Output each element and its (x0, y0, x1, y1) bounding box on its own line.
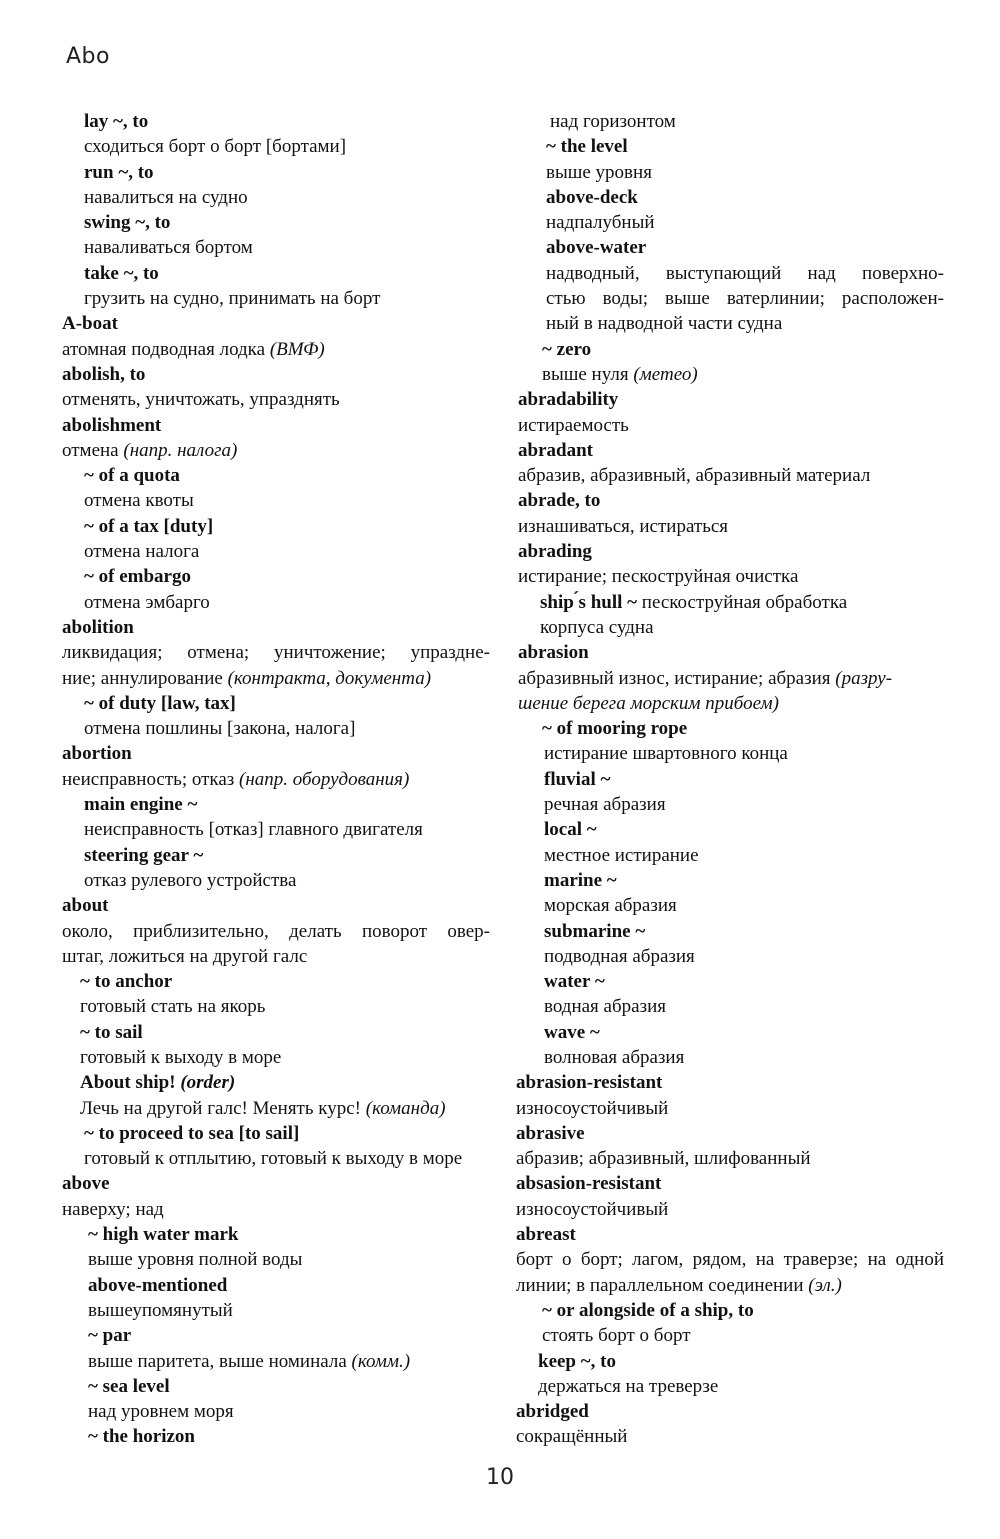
entry-line (62, 1349, 490, 1374)
translation: готовый к отплытию, готовый к выходу в море (84, 1148, 463, 1170)
entry-line (516, 691, 944, 716)
translation: пескоструйная обработка (641, 591, 848, 613)
term: ship ́s hull ~ (540, 591, 642, 613)
term: above-deck (546, 186, 638, 208)
entry-line (516, 615, 944, 640)
entry-headword (62, 792, 490, 817)
entry-headword (516, 817, 944, 842)
term: about (62, 895, 109, 917)
usage-label: (метео) (633, 363, 698, 385)
entry-line (62, 235, 490, 260)
translation: отказ рулевого устройства (84, 869, 297, 891)
term: ~ to anchor (80, 971, 173, 993)
entry-headword (516, 185, 944, 210)
term: lay ~, to (84, 111, 149, 132)
entry-line (516, 994, 944, 1019)
entry-line (516, 362, 944, 387)
entry-line (516, 1273, 944, 1298)
term: steering gear ~ (84, 844, 204, 866)
translation: штаг, ложиться на другой галс (62, 945, 308, 967)
entry-line (516, 1096, 944, 1121)
term: keep ~, to (538, 1350, 616, 1372)
entry-line (516, 413, 944, 438)
entry-headword (516, 1298, 944, 1323)
entry-headword (62, 1171, 490, 1196)
translation: над уровнем моря (88, 1401, 234, 1423)
entry-line (62, 134, 490, 159)
term: About ship! (80, 1072, 181, 1094)
translation: неисправность [отказ] главного двигателя (84, 819, 423, 841)
entry-line (62, 1298, 490, 1323)
entry-line (62, 640, 490, 665)
entry-headword (516, 1171, 944, 1196)
entry-headword (62, 514, 490, 539)
entry-headword (516, 868, 944, 893)
translation: отмена налога (84, 541, 200, 563)
term: ~ of a quota (84, 465, 180, 487)
translation: стоять борт о борт (542, 1325, 691, 1347)
page-number: 10 (486, 1465, 514, 1490)
entry-headword (62, 1424, 490, 1449)
entry-headword (62, 615, 490, 640)
entry-line (516, 1146, 944, 1171)
entry-line (516, 1323, 944, 1348)
translation: отмена (62, 439, 124, 461)
entry-line (516, 514, 944, 539)
term: marine ~ (544, 869, 617, 891)
translation: навалиться на судно (84, 186, 248, 208)
entry-line (62, 1247, 490, 1272)
translation: морская абразия (544, 895, 677, 917)
term: A-boat (62, 313, 118, 335)
term: abrasion-resistant (516, 1072, 663, 1094)
entry-headword (516, 1020, 944, 1045)
entry-headword (516, 134, 944, 159)
translation: борт о борт; лагом, рядом, на траверзе; на одной (516, 1249, 944, 1271)
entry-headword (516, 337, 944, 362)
entry-headword (62, 362, 490, 387)
entry-line (62, 185, 490, 210)
entry-line (516, 1247, 944, 1272)
term: ~ or alongside of a ship, to (542, 1299, 754, 1321)
right-column (516, 109, 944, 1450)
translation: сходиться борт о борт [бортами] (84, 136, 347, 158)
term: run ~, to (84, 161, 154, 183)
entry-line (62, 944, 490, 969)
term: abolish, to (62, 363, 146, 385)
translation: абразив; абразивный, шлифованный (516, 1148, 811, 1170)
entry-headword (62, 893, 490, 918)
entry-headword (62, 261, 490, 286)
translation: отменять, уничтожать, упразднять (62, 389, 340, 411)
translation: абразив, абразивный, абразивный материал (518, 465, 871, 487)
entry-headword (516, 387, 944, 412)
entry-headword (516, 1070, 944, 1095)
term: abridged (516, 1401, 589, 1423)
translation: речная абразия (544, 794, 666, 816)
entry-line (516, 210, 944, 235)
usage-label: (напр. налога) (123, 439, 238, 461)
entry-headword (516, 919, 944, 944)
entry-line (516, 1424, 944, 1449)
entry-line (516, 893, 944, 918)
entry-headword (516, 767, 944, 792)
entry-headword (516, 488, 944, 513)
translation: волновая абразия (544, 1046, 685, 1068)
translation: над горизонтом (550, 111, 676, 132)
translation: выше уровня (546, 161, 652, 183)
entry-line (62, 994, 490, 1019)
entry-headword (62, 691, 490, 716)
term: abreast (516, 1224, 576, 1246)
term: ~ of mooring rope (542, 718, 688, 740)
entry-line (516, 160, 944, 185)
entry-headword (62, 160, 490, 185)
term: submarine ~ (544, 920, 646, 942)
term: water ~ (544, 971, 605, 993)
entry-line (516, 590, 944, 615)
usage-label: (комм.) (351, 1350, 411, 1372)
entry-line (516, 741, 944, 766)
term: ~ the horizon (88, 1426, 195, 1448)
entry-line (516, 286, 944, 311)
entry-line (62, 1197, 490, 1222)
entry-line (62, 337, 490, 362)
entry-headword (62, 413, 490, 438)
entry-line (516, 109, 944, 134)
translation: грузить на судно, принимать на борт (84, 288, 381, 310)
translation: надпалубный (546, 212, 655, 234)
translation: надводный, выступающий над поверхно- (546, 262, 944, 284)
term: ~ sea level (88, 1375, 170, 1397)
translation: ликвидация; отмена; уничтожение; упраздне- (62, 642, 490, 664)
term: ~ of duty [law, tax] (84, 692, 236, 714)
translation: готовый стать на якорь (80, 996, 266, 1018)
term: abrading (518, 541, 592, 563)
entry-line (62, 868, 490, 893)
term: abradability (518, 389, 619, 411)
entry-line (516, 311, 944, 336)
translation: неисправность; отказ (62, 768, 240, 790)
translation: изнашиваться, истираться (518, 515, 729, 537)
term: abradant (518, 439, 593, 461)
term: abrasive (516, 1122, 585, 1144)
entry-headword (516, 438, 944, 463)
entry-line (62, 387, 490, 412)
entry-headword (62, 210, 490, 235)
entry-headword (516, 1121, 944, 1146)
usage-label: (эл.) (808, 1274, 842, 1296)
entry-line (516, 1374, 944, 1399)
entry-headword (62, 109, 490, 134)
entry-headword (516, 1349, 944, 1374)
term: abrade, to (518, 490, 601, 512)
term: ~ high water mark (88, 1224, 239, 1246)
entry-headword (516, 1222, 944, 1247)
translation: Лечь на другой галс! Менять курс! (80, 1097, 366, 1119)
entry-line (516, 463, 944, 488)
translation: подводная абразия (544, 945, 695, 967)
term: fluvial ~ (544, 768, 611, 790)
translation: выше нуля (542, 363, 634, 385)
entry-line (516, 1197, 944, 1222)
translation: наверху; над (62, 1198, 164, 1220)
entry-line (62, 488, 490, 513)
translation: атомная подводная лодка (62, 338, 270, 360)
entry-line (62, 1070, 490, 1095)
translation: износоустойчивый (516, 1097, 669, 1119)
translation: отмена эмбарго (84, 591, 210, 613)
translation: ный в надводной части судна (546, 313, 783, 335)
translation: местное истирание (544, 844, 699, 866)
translation: вышеупомянутый (88, 1299, 233, 1321)
entry-headword (516, 640, 944, 665)
entry-line (516, 261, 944, 286)
translation: сокращённый (516, 1426, 628, 1448)
term: ~ the level (546, 136, 628, 158)
entry-line (62, 286, 490, 311)
translation: около, приблизительно, делать поворот овер- (62, 920, 490, 942)
entry-headword (62, 1323, 490, 1348)
translation: ние; аннулирование (62, 667, 228, 689)
translation: абразивный износ, истирание; абразия (518, 667, 836, 689)
entry-headword (516, 539, 944, 564)
entry-line (516, 944, 944, 969)
usage-label: шение берега морским прибоем) (518, 692, 780, 714)
entry-line (62, 590, 490, 615)
translation: износоустойчивый (516, 1198, 669, 1220)
translation: стью воды; выше ватерлинии; расположен- (546, 288, 944, 310)
translation: линии; в параллельном соединении (516, 1274, 809, 1296)
translation: истирание; пескоструйная очистка (518, 566, 799, 588)
term: take ~, to (84, 262, 159, 284)
usage-label: (команда) (365, 1097, 446, 1119)
entry-headword (62, 1273, 490, 1298)
entry-headword (62, 311, 490, 336)
translation: истираемость (518, 414, 629, 436)
translation: выше паритета, выше номинала (88, 1350, 352, 1372)
term: swing ~, to (84, 212, 171, 234)
term: abolition (62, 616, 134, 638)
term: above (62, 1173, 110, 1195)
entry-line (516, 792, 944, 817)
entry-line (62, 1096, 490, 1121)
entry-headword (62, 843, 490, 868)
entry-headword (516, 235, 944, 260)
entry-line (516, 1045, 944, 1070)
entry-headword (62, 1020, 490, 1045)
term: above-water (546, 237, 647, 259)
entry-headword (62, 564, 490, 589)
usage-label: (разру- (835, 667, 893, 689)
translation: выше уровня полной воды (88, 1249, 303, 1271)
entry-line (62, 817, 490, 842)
translation: держаться на треверзе (538, 1375, 719, 1397)
term: above-mentioned (88, 1274, 228, 1296)
entry-line (62, 1146, 490, 1171)
term: ~ to proceed to sea [to sail] (84, 1122, 300, 1144)
entry-line (62, 1399, 490, 1424)
entry-line (62, 919, 490, 944)
left-column (62, 109, 490, 1450)
term: ~ zero (542, 338, 592, 360)
translation: отмена пошлины [закона, налога] (84, 718, 356, 740)
entry-headword (62, 741, 490, 766)
entry-line (516, 843, 944, 868)
term: ~ of embargo (84, 566, 191, 588)
entry-headword (62, 1121, 490, 1146)
entry-headword (516, 969, 944, 994)
term: ~ par (88, 1325, 132, 1347)
translation: водная абразия (544, 996, 666, 1018)
entry-headword (516, 716, 944, 741)
usage-label: (order) (180, 1072, 236, 1094)
translation: отмена квоты (84, 490, 194, 512)
entry-line (62, 716, 490, 741)
translation: истирание швартовного конца (544, 743, 788, 765)
entry-line (62, 666, 490, 691)
usage-label: (ВМФ) (269, 338, 325, 360)
term: abrasion (518, 642, 589, 664)
term: abortion (62, 743, 132, 765)
entry-line (516, 564, 944, 589)
usage-label: (контракта, документа) (227, 667, 432, 689)
term: absasion-resistant (516, 1173, 662, 1195)
entry-line (62, 438, 490, 463)
entry-headword (516, 1399, 944, 1424)
term: local ~ (544, 819, 597, 841)
entry-headword (62, 463, 490, 488)
term: abolishment (62, 414, 162, 436)
term: main engine ~ (84, 794, 198, 816)
entry-headword (62, 1222, 490, 1247)
entry-line (62, 539, 490, 564)
translation: готовый к выходу в море (80, 1046, 282, 1068)
translation: корпуса судна (540, 616, 654, 638)
entry-line (516, 666, 944, 691)
entry-line (62, 1045, 490, 1070)
term: wave ~ (544, 1021, 600, 1043)
entry-headword (62, 969, 490, 994)
term: ~ of a tax [duty] (84, 515, 214, 537)
translation: наваливаться бортом (84, 237, 253, 259)
entry-headword (62, 1374, 490, 1399)
usage-label: (напр. оборудования) (239, 768, 410, 790)
running-header: Abo (66, 44, 110, 69)
entry-line (62, 767, 490, 792)
term: ~ to sail (80, 1021, 143, 1043)
